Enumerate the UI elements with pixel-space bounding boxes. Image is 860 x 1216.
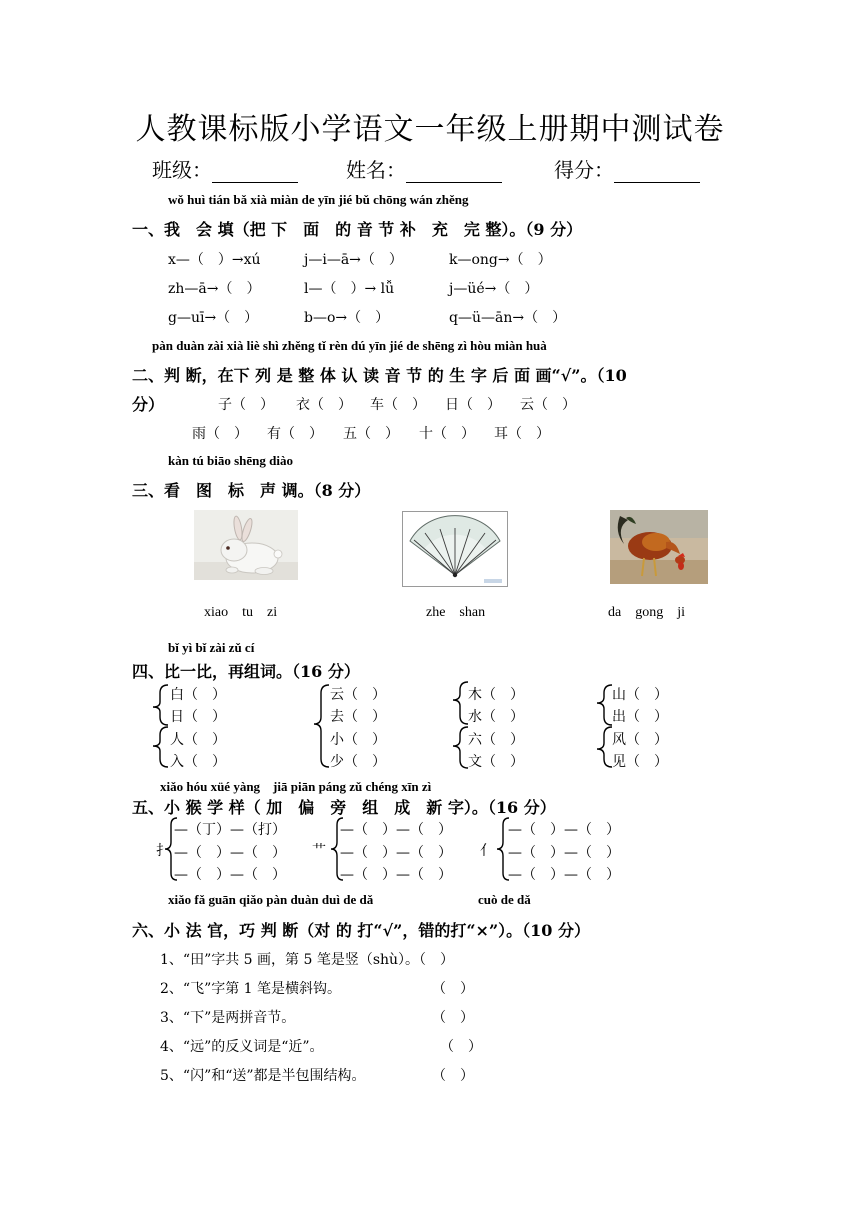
class-blank[interactable] <box>212 162 298 183</box>
q6-answer-blank[interactable]: （ ） <box>432 1068 474 1084</box>
q4-pinyin: bǐ yì bǐ zài zǔ cí <box>168 640 255 655</box>
brace-icon <box>450 680 470 770</box>
q6-pinyin-left: xiǎo fǎ guān qiǎo pàn duàn duì de dǎ <box>168 892 374 907</box>
name-field[interactable] <box>346 154 502 183</box>
q5-heading: 五、小 猴 学 样（ 加 偏 旁 组 成 新 字）。（16 分） <box>132 798 556 817</box>
q3-heading: 三、看 图 标 声 调。（8 分） <box>132 481 371 500</box>
q1-heading: 一、我 会 填（把 下 面 的 音 节 补 充 完 整）。（9 分） <box>132 220 583 239</box>
q6-answer-blank[interactable]: （ ） <box>432 981 474 997</box>
q4-cell: 六（ ） <box>468 732 524 748</box>
q2-item: 雨（ ） <box>192 426 248 442</box>
q5-line: —（ ）—（ ） <box>340 845 452 861</box>
q4-cell: 云（ ） <box>330 687 386 703</box>
rooster-caption: da gong ji <box>608 605 685 620</box>
q1-item: k—ong→（ ） <box>449 252 552 268</box>
q2-heading: 二、判 断，在下 列 是 整 体 认 读 音 节 的 生 字 后 面 画“√”。（10 <box>132 366 627 385</box>
q1-item: j—üé→（ ） <box>449 281 539 297</box>
q2-item: 车（ ） <box>370 397 426 413</box>
q2-item: 耳（ ） <box>494 426 550 442</box>
q5-line: —（ ）—（ ） <box>174 845 286 861</box>
q4-cell: 木（ ） <box>468 687 524 703</box>
q2-item: 子（ ） <box>218 397 274 413</box>
q4-heading: 四、比一比，再组词。（16 分） <box>132 662 360 681</box>
brace-icon <box>150 683 170 769</box>
q4-cell: 山（ ） <box>612 687 668 703</box>
brace-icon <box>311 683 331 769</box>
q4-cell: 白（ ） <box>170 687 226 703</box>
q4-cell: 去（ ） <box>330 709 386 725</box>
q6-item: 5、“闪”和“送”都是半包围结构。 <box>160 1068 366 1084</box>
q4-cell: 少（ ） <box>330 754 386 770</box>
q2-item: 有（ ） <box>267 426 323 442</box>
q2-heading-cont: 分） <box>132 395 165 414</box>
score-blank[interactable] <box>614 162 700 183</box>
q6-item: 1、“田”字共 5 画，第 5 笔是竖（shù）。（ ） <box>160 952 455 968</box>
name-label: 姓名： <box>346 158 406 182</box>
q5-line: —（ ）—（ ） <box>508 845 620 861</box>
brace-icon <box>594 683 614 769</box>
q5-pinyin: xiǎo hóu xüé yàng jiā piān páng zǔ chéng xīn zì <box>160 779 432 794</box>
score-field[interactable] <box>554 154 700 183</box>
q6-item: 2、“飞”字第 1 笔是横斜钩。 <box>160 981 342 997</box>
q3-pinyin: kàn tú biāo shēng diào <box>168 453 293 468</box>
page-title: 人教课标版小学语文一年级上册期中测试卷 <box>135 112 725 147</box>
q1-item: j—i—ā→（ ） <box>304 252 403 268</box>
q1-item: q—ü—ān→（ ） <box>449 310 567 326</box>
q2-item: 日（ ） <box>445 397 501 413</box>
q1-item: l—（ ）→ lǚ <box>304 281 395 297</box>
class-field[interactable] <box>152 154 298 183</box>
q5-line: —（ ）—（ ） <box>340 822 452 838</box>
fan-image <box>402 511 508 587</box>
q1-item: zh—ā→（ ） <box>168 281 261 297</box>
q4-cell: 出（ ） <box>612 709 668 725</box>
q6-pinyin-right: cuò de dǎ <box>478 892 531 907</box>
q1-item: x—（ ）→xú <box>168 252 261 268</box>
q4-cell: 见（ ） <box>612 754 668 770</box>
q6-item: 3、“下”是两拼音节。 <box>160 1010 296 1026</box>
q4-cell: 人（ ） <box>170 732 226 748</box>
rabbit-caption: xiao tu zi <box>204 605 278 620</box>
rabbit-image <box>194 510 298 580</box>
q5-line: —（ ）—（ ） <box>508 822 620 838</box>
rooster-image <box>610 510 708 584</box>
q5-radical: 艹 <box>312 843 326 859</box>
q6-answer-blank[interactable]: （ ） <box>440 1039 482 1055</box>
q1-item: b—o→（ ） <box>304 310 390 326</box>
q4-cell: 文（ ） <box>468 754 524 770</box>
q4-cell: 入（ ） <box>170 754 226 770</box>
q5-line: —（丁）—（打） <box>174 822 286 838</box>
name-blank[interactable] <box>406 162 502 183</box>
q5-radical: 扌 <box>156 843 170 859</box>
q4-cell: 水（ ） <box>468 709 524 725</box>
q6-item: 4、“远”的反义词是“近”。 <box>160 1039 324 1055</box>
q4-cell: 风（ ） <box>612 732 668 748</box>
q4-cell: 小（ ） <box>330 732 386 748</box>
q5-line: —（ ）—（ ） <box>174 867 286 883</box>
q5-line: —（ ）—（ ） <box>340 867 452 883</box>
class-label: 班级： <box>152 158 212 182</box>
q5-line: —（ ）—（ ） <box>508 867 620 883</box>
fan-caption: zhe shan <box>426 605 486 620</box>
score-label: 得分： <box>554 158 614 182</box>
q1-item: g—uī→（ ） <box>168 310 259 326</box>
q2-item: 五（ ） <box>343 426 399 442</box>
q2-item: 衣（ ） <box>296 397 352 413</box>
q1-pinyin: wǒ huì tián bǎ xià miàn de yīn jié bǔ chōng wán zhěng <box>168 192 469 207</box>
q6-heading: 六、小 法 官，巧 判 断（对 的 打“√”，错的打“×”）。（10 分） <box>132 921 590 940</box>
q6-answer-blank[interactable]: （ ） <box>432 1010 474 1026</box>
q2-item: 云（ ） <box>520 397 576 413</box>
q2-item: 十（ ） <box>419 426 475 442</box>
q2-pinyin: pàn duàn zài xià liè shì zhěng tǐ rèn dú yīn jié de shēng zì hòu miàn huà <box>152 338 547 353</box>
q5-radical: 亻 <box>480 843 494 859</box>
q4-cell: 日（ ） <box>170 709 226 725</box>
